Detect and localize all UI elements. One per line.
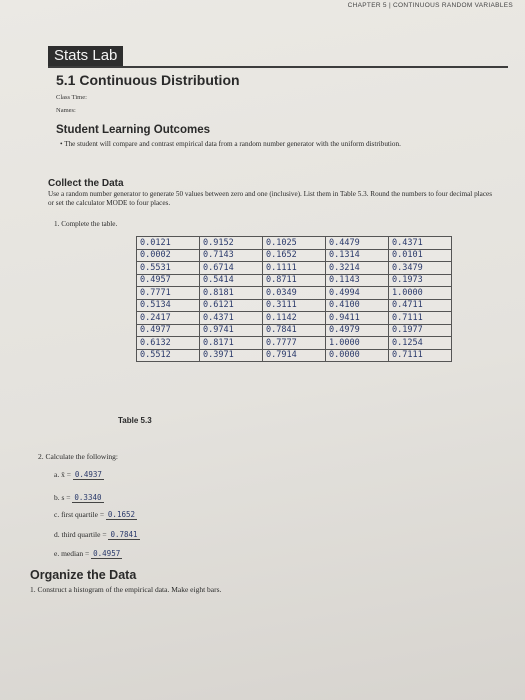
table-cell: 0.4994 bbox=[326, 287, 389, 300]
table-cell: 0.5531 bbox=[137, 262, 200, 275]
table-cell: 0.1025 bbox=[263, 237, 326, 250]
table-cell: 0.0002 bbox=[137, 249, 200, 262]
table-cell: 0.1142 bbox=[263, 312, 326, 325]
calc-item bbox=[54, 530, 140, 539]
table-cell: 0.3111 bbox=[263, 299, 326, 312]
table-cell: 0.1973 bbox=[389, 274, 452, 287]
bullet-icon: • bbox=[60, 140, 65, 148]
table-cell: 0.9741 bbox=[200, 324, 263, 337]
table-cell: 0.0000 bbox=[326, 349, 389, 362]
stats-lab-banner bbox=[48, 46, 508, 68]
calc-answer: 0.7841 bbox=[110, 530, 138, 539]
step-1-text: 1. Complete the table. bbox=[54, 220, 118, 228]
collect-heading: Collect the Data bbox=[48, 178, 124, 189]
table-cell: 0.1254 bbox=[389, 337, 452, 350]
table-cell: 0.9152 bbox=[200, 237, 263, 250]
table-cell: 0.7771 bbox=[137, 287, 200, 300]
table-cell: 0.7914 bbox=[263, 349, 326, 362]
collect-instructions: Use a random number generator to generate 50 values between zero and one (inclusive). List them in Table 5.3. Round the numbers to four decimal places or set the calculator MODE to four places. bbox=[48, 190, 493, 207]
table-cell: 0.7111 bbox=[389, 349, 452, 362]
table-cell: 0.7111 bbox=[389, 312, 452, 325]
table-row bbox=[137, 299, 452, 312]
table-row bbox=[137, 274, 452, 287]
calc-item bbox=[54, 549, 122, 558]
table-cell: 0.8171 bbox=[200, 337, 263, 350]
table-row bbox=[137, 337, 452, 350]
chapter-header: CHAPTER 5 | CONTINUOUS RANDOM VARIABLES bbox=[347, 2, 513, 9]
table-cell: 0.1111 bbox=[263, 262, 326, 275]
random-values-table bbox=[136, 236, 452, 362]
calc-label: c. first quartile = bbox=[54, 510, 105, 519]
table-cell: 0.4977 bbox=[137, 324, 200, 337]
table-row bbox=[137, 287, 452, 300]
table-cell: 0.5512 bbox=[137, 349, 200, 362]
table-row bbox=[137, 324, 452, 337]
calc-answer: 0.4937 bbox=[74, 470, 102, 479]
table-cell: 0.2417 bbox=[137, 312, 200, 325]
calc-item bbox=[54, 470, 104, 479]
table-cell: 0.5134 bbox=[137, 299, 200, 312]
calc-answer: 0.1652 bbox=[107, 510, 136, 519]
calc-label: d. third quartile = bbox=[54, 530, 107, 539]
calc-item bbox=[54, 510, 137, 519]
organize-heading: Organize the Data bbox=[30, 568, 137, 582]
table-row bbox=[137, 262, 452, 275]
table-cell: 0.4371 bbox=[389, 237, 452, 250]
table-cell: 0.6132 bbox=[137, 337, 200, 350]
outcomes-heading: Student Learning Outcomes bbox=[56, 124, 210, 136]
table-cell: 0.4371 bbox=[200, 312, 263, 325]
table-cell: 0.6714 bbox=[200, 262, 263, 275]
table-cell: 0.4979 bbox=[326, 324, 389, 337]
table-cell: 0.5414 bbox=[200, 274, 263, 287]
table-cell: 0.8181 bbox=[200, 287, 263, 300]
table-cell: 0.1652 bbox=[263, 249, 326, 262]
table-cell: 0.9411 bbox=[326, 312, 389, 325]
table-cell: 0.4711 bbox=[389, 299, 452, 312]
table-cell: 0.1977 bbox=[389, 324, 452, 337]
table-cell: 0.0101 bbox=[389, 249, 452, 262]
stats-lab-label: Stats Lab bbox=[48, 46, 123, 66]
page-title: 5.1 Continuous Distribution bbox=[56, 72, 240, 88]
table-row bbox=[137, 349, 452, 362]
table-cell: 0.3214 bbox=[326, 262, 389, 275]
table-row bbox=[137, 237, 452, 250]
calc-answer: 0.3340 bbox=[74, 493, 102, 502]
table-cell: 0.4957 bbox=[137, 274, 200, 287]
table-cell: 0.1314 bbox=[326, 249, 389, 262]
calc-label: b. s = bbox=[54, 493, 71, 502]
table-cell: 0.7777 bbox=[263, 337, 326, 350]
step-3-text: 1. Construct a histogram of the empirical data. Make eight bars. bbox=[30, 585, 222, 594]
table-cell: 1.0000 bbox=[389, 287, 452, 300]
table-cell: 0.4479 bbox=[326, 237, 389, 250]
table-cell: 0.3971 bbox=[200, 349, 263, 362]
table-row bbox=[137, 249, 452, 262]
table-cell: 0.7841 bbox=[263, 324, 326, 337]
table-cell: 0.8711 bbox=[263, 274, 326, 287]
table-cell: 0.0349 bbox=[263, 287, 326, 300]
table-cell: 0.7143 bbox=[200, 249, 263, 262]
table-cell: 0.3479 bbox=[389, 262, 452, 275]
table-cell: 0.0121 bbox=[137, 237, 200, 250]
table-cell: 1.0000 bbox=[326, 337, 389, 350]
calc-item bbox=[54, 493, 104, 502]
calc-answer: 0.4957 bbox=[93, 549, 121, 558]
table-row bbox=[137, 312, 452, 325]
outcome-text: The student will compare and contrast empirical data from a random number generator with the uniform distribution. bbox=[64, 140, 401, 148]
outcome-bullet bbox=[60, 140, 500, 149]
table-cell: 0.1143 bbox=[326, 274, 389, 287]
table-cell: 0.4100 bbox=[326, 299, 389, 312]
calc-label: a. x̄ = bbox=[54, 470, 71, 479]
table-cell: 0.6121 bbox=[200, 299, 263, 312]
calc-label: e. median = bbox=[54, 549, 90, 558]
table-caption: Table 5.3 bbox=[118, 416, 152, 425]
step-2-text: 2. Calculate the following: bbox=[38, 452, 118, 461]
class-time-label: Class Time: bbox=[56, 94, 87, 101]
names-label: Names: bbox=[56, 107, 76, 114]
